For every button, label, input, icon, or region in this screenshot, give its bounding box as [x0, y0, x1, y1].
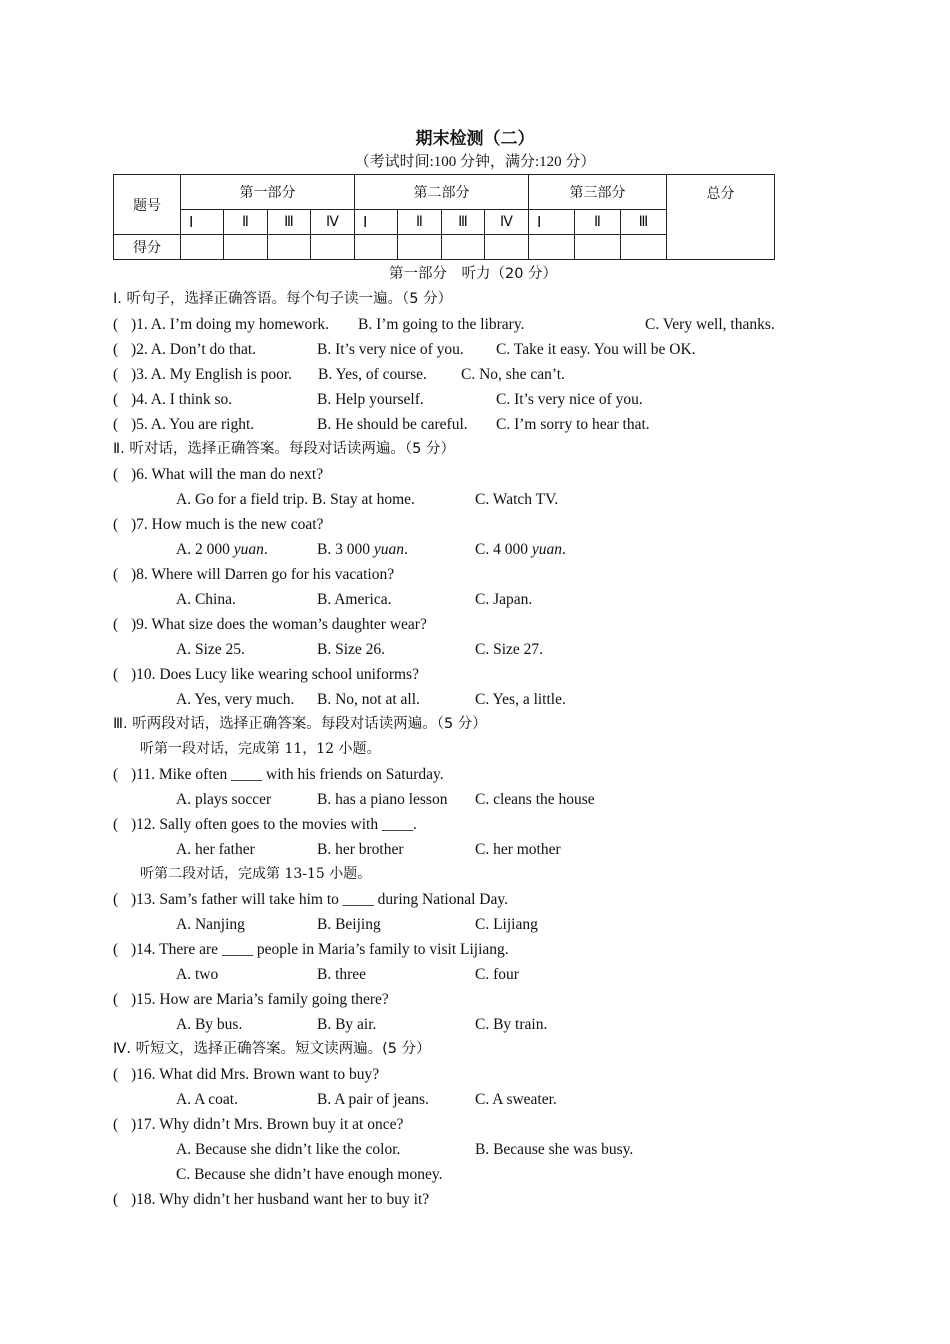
question-11: ( )11. Mike often ____ with his friends on Saturday. [113, 762, 813, 787]
question-9: ( )9. What size does the woman’s daughter wear? [113, 612, 813, 637]
score-cell[interactable] [268, 235, 311, 260]
part2-col: Ⅱ [398, 210, 442, 235]
answer-paren[interactable]: ( [113, 941, 119, 958]
section-3-heading: Ⅲ. 听两段对话，选择正确答案。每段对话读两遍。（5 分） [113, 716, 487, 732]
question-15-options [113, 1012, 813, 1037]
answer-paren[interactable]: ( [113, 666, 119, 683]
option-c: C. It’s very nice of you. [496, 391, 643, 408]
answer-paren[interactable]: ( [113, 891, 119, 908]
section-2-heading: Ⅱ. 听对话，选择正确答案。每段对话读两遍。（5 分） [113, 441, 455, 457]
question-2: ( )2. A. Don’t do that. B. It’s very nice of you. C. Take it easy. You will be OK. [113, 337, 813, 362]
question-5: ( )5. A. You are right. B. He should be careful. C. I’m sorry to hear that. [113, 412, 813, 437]
part1-header: 第一部分 [181, 175, 355, 210]
option-c: C. her mother [475, 841, 561, 858]
option-a: A. plays soccer [176, 791, 272, 808]
option-a: A. Because she didn’t like the color. [176, 1141, 401, 1158]
question-10: ( )10. Does Lucy like wearing school uniforms? [113, 662, 813, 687]
option-b: B. Yes, of course. [318, 366, 427, 383]
part3-header: 第三部分 [529, 175, 667, 210]
answer-paren[interactable]: ( [113, 366, 119, 383]
question-15: ( )15. How are Maria’s family going there? [113, 987, 813, 1012]
score-cell[interactable] [529, 235, 575, 260]
option-b: B. A pair of jeans. [317, 1091, 429, 1108]
question-12: ( )12. Sally often goes to the movies with ____. [113, 812, 813, 837]
score-cell[interactable] [575, 235, 621, 260]
option-a: A. China. [176, 591, 236, 608]
answer-paren[interactable]: ( [113, 766, 119, 783]
option-c: C. cleans the house [475, 791, 595, 808]
part3-col: Ⅰ [529, 210, 575, 235]
part1-col: Ⅲ [268, 210, 311, 235]
score-cell[interactable] [311, 235, 355, 260]
option-a: A. her father [176, 841, 255, 858]
part2-col: Ⅰ [355, 210, 398, 235]
option-a: A. 2 000 yuan. [176, 541, 268, 558]
option-b: B. By air. [317, 1016, 377, 1033]
option-b: B. He should be careful. [317, 416, 468, 433]
answer-paren[interactable]: ( [113, 341, 119, 358]
answer-paren[interactable]: ( [113, 516, 119, 533]
option-a: A. two [176, 966, 219, 983]
question-1: ( )1. A. I’m doing my homework. B. I’m going to the library. C. Very well, thanks. [113, 312, 813, 337]
question-16-options [113, 1087, 813, 1112]
total-header: 总分 [667, 175, 775, 260]
part2-col: Ⅳ [485, 210, 529, 235]
option-c: C. Lijiang [475, 916, 538, 933]
score-cell[interactable] [355, 235, 398, 260]
option-b: B. 3 000 yuan. [317, 541, 408, 558]
section-3-instruction-2: 听第二段对话，完成第 13-15 小题。 [140, 866, 372, 882]
question-12-options [113, 837, 813, 862]
answer-paren[interactable]: ( [113, 1116, 119, 1133]
option-c: C. Because she didn’t have enough money. [176, 1166, 443, 1183]
question-13: ( )13. Sam’s father will take him to ____ during National Day. [113, 887, 813, 912]
section-4-heading: Ⅳ. 听短文，选择正确答案。短文读两遍。(5 分） [113, 1041, 431, 1057]
question-17-options [113, 1137, 813, 1162]
question-8-options [113, 587, 813, 612]
option-b: B. Help yourself. [317, 391, 424, 408]
option-c: C. A sweater. [475, 1091, 557, 1108]
option-b: B. Because she was busy. [475, 1141, 634, 1158]
option-a: A. A coat. [176, 1091, 238, 1108]
question-10-options [113, 687, 813, 712]
part3-col: Ⅱ [575, 210, 621, 235]
answer-paren[interactable]: ( [113, 616, 119, 633]
answer-paren[interactable]: ( [113, 316, 119, 333]
score-cell[interactable] [485, 235, 529, 260]
option-a: A. Yes, very much. [176, 691, 295, 708]
option-c: C. Yes, a little. [475, 691, 566, 708]
part3-col: Ⅲ [621, 210, 667, 235]
option-b: B. three [317, 966, 367, 983]
question-17: ( )17. Why didn’t Mrs. Brown buy it at once? [113, 1112, 813, 1137]
score-table [113, 174, 775, 260]
question-7-options [113, 537, 813, 562]
option-c: C. Take it easy. You will be OK. [496, 341, 696, 358]
answer-paren[interactable]: ( [113, 1191, 119, 1208]
option-c: C. Very well, thanks. [645, 316, 775, 333]
option-c: C. Watch TV. [475, 491, 559, 508]
option-a: A. By bus. [176, 1016, 243, 1033]
option-c: C. By train. [475, 1016, 548, 1033]
question-7: ( )7. How much is the new coat? [113, 512, 813, 537]
part1-heading: 第一部分 听力（20 分） [388, 266, 558, 282]
option-c: C. 4 000 yuan. [475, 541, 566, 558]
option-a: A. Size 25. [176, 641, 245, 658]
part1-col: Ⅱ [224, 210, 268, 235]
question-6-options [113, 487, 813, 512]
answer-paren[interactable]: ( [113, 991, 119, 1008]
option-b: B. I’m going to the library. [358, 316, 525, 333]
question-14-options [113, 962, 813, 987]
question-9-options [113, 637, 813, 662]
option-c: C. Japan. [475, 591, 533, 608]
question-6: ( )6. What will the man do next? [113, 462, 813, 487]
option-c: C. Size 27. [475, 641, 544, 658]
option-b: B. No, not at all. [317, 691, 420, 708]
question-8: ( )8. Where will Darren go for his vacation? [113, 562, 813, 587]
score-cell[interactable] [181, 235, 224, 260]
question-13-options [113, 912, 813, 937]
part2-col: Ⅲ [442, 210, 485, 235]
option-b: B. her brother [317, 841, 404, 858]
option-b: B. Size 26. [317, 641, 386, 658]
question-17-options-2 [113, 1162, 813, 1187]
question-3: ( )3. A. My English is poor. B. Yes, of course. C. No, she can’t. [113, 362, 813, 387]
score-cell[interactable] [442, 235, 485, 260]
option-c: C. I’m sorry to hear that. [496, 416, 650, 433]
exam-subtitle: （考试时间:100 分钟，满分:120 分） [354, 154, 596, 170]
section-3-instruction-1: 听第一段对话，完成第 11，12 小题。 [140, 741, 381, 757]
part2-header: 第二部分 [355, 175, 529, 210]
option-b: B. America. [317, 591, 392, 608]
answer-paren[interactable]: ( [113, 566, 119, 583]
answer-paren[interactable]: ( [113, 416, 119, 433]
exam-title: 期末检测（二） [415, 129, 535, 149]
option-c: C. No, she can’t. [461, 366, 565, 383]
answer-paren[interactable]: ( [113, 816, 119, 833]
option-b: B. has a piano lesson [317, 791, 448, 808]
part1-col: Ⅰ [181, 210, 224, 235]
option-a: A. Nanjing [176, 916, 245, 933]
question-content [113, 262, 813, 1212]
question-18: ( )18. Why didn’t her husband want her to buy it? [113, 1187, 813, 1212]
row-label-score: 得分 [114, 235, 181, 260]
option-b: B. Beijing [317, 916, 381, 933]
score-cell[interactable] [621, 235, 667, 260]
question-11-options [113, 787, 813, 812]
question-14: ( )14. There are ____ people in Maria’s family to visit Lijiang. [113, 937, 813, 962]
option-a: A. Go for a field trip. B. Stay at home. [176, 491, 415, 508]
part1-col: Ⅳ [311, 210, 355, 235]
answer-paren[interactable]: ( [113, 466, 119, 483]
option-b: B. It’s very nice of you. [317, 341, 464, 358]
score-cell[interactable] [224, 235, 268, 260]
question-16: ( )16. What did Mrs. Brown want to buy? [113, 1062, 813, 1087]
option-c: C. four [475, 966, 519, 983]
row-label-question: 题号 [114, 175, 181, 235]
answer-paren[interactable]: ( [113, 1066, 119, 1083]
score-cell[interactable] [398, 235, 442, 260]
answer-paren[interactable]: ( [113, 391, 119, 408]
section-1-heading: Ⅰ. 听句子，选择正确答语。每个句子读一遍。（5 分） [113, 291, 453, 307]
question-4: ( )4. A. I think so. B. Help yourself. C. It’s very nice of you. [113, 387, 813, 412]
